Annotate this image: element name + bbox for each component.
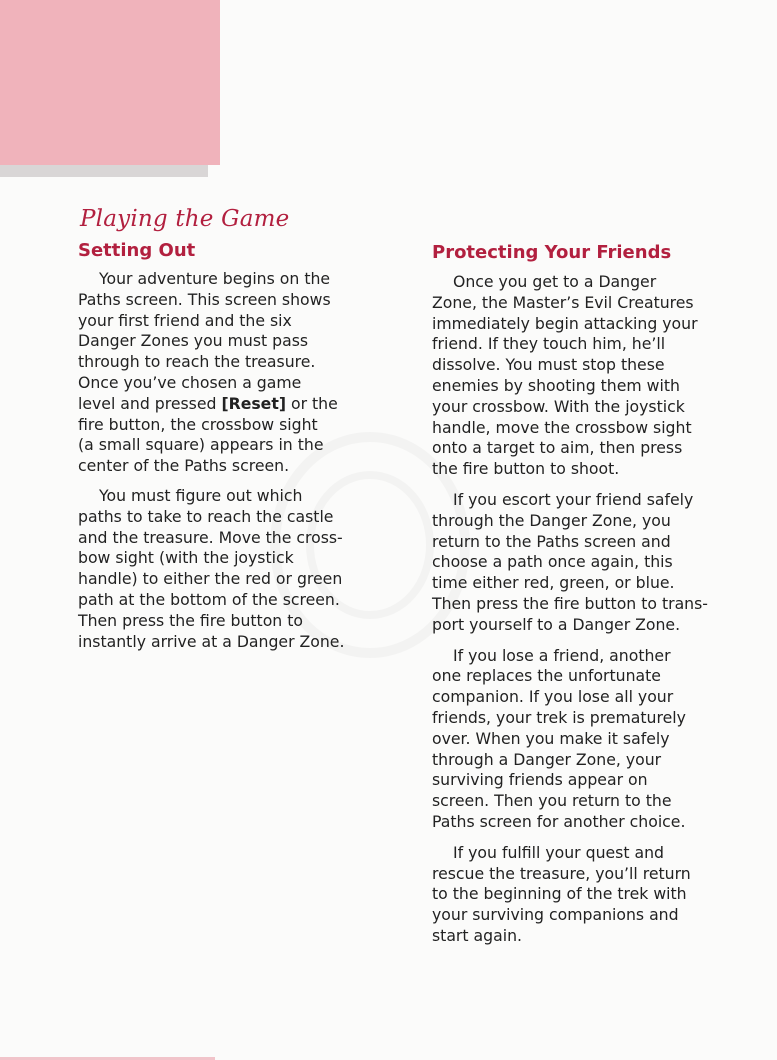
text-line: screen. Then you return to the <box>432 791 672 811</box>
paragraph-danger-zone <box>432 272 732 480</box>
reset-key-label: [Reset] <box>221 393 286 413</box>
paragraph-escort-friend <box>432 490 732 636</box>
text-line-reset <box>78 394 378 415</box>
heading-setting-out: Setting Out <box>78 240 196 261</box>
text-line: immediately begin attacking your <box>432 313 698 333</box>
text-line: handle, move the crossbow sight <box>432 417 692 437</box>
text-line: You must figure out which <box>99 485 303 505</box>
text-fragment: or the <box>286 393 338 413</box>
text-line: If you escort your friend safely <box>453 489 694 509</box>
text-line: time either red, green, or blue. <box>432 573 675 593</box>
left-column <box>78 240 378 652</box>
text-line: bow sight (with the joystick <box>78 548 294 568</box>
text-line: the fire button to shoot. <box>432 459 620 479</box>
paragraph-lose-friend <box>432 646 732 833</box>
heading-protecting-friends: Protecting Your Friends <box>432 242 672 263</box>
text-line: dissolve. You must stop these <box>432 355 665 375</box>
text-line: fire button, the crossbow sight <box>78 414 318 434</box>
text-line: path at the bottom of the screen. <box>78 589 340 609</box>
text-line: companion. If you lose all your <box>432 687 674 707</box>
right-column <box>432 242 732 947</box>
text-line: Paths screen. This screen shows <box>78 289 331 309</box>
text-line: enemies by shooting them with <box>432 375 680 395</box>
text-line: (a small square) appears in the <box>78 435 324 455</box>
text-line: instantly arrive at a Danger Zone. <box>78 631 345 651</box>
text-line: over. When you make it safely <box>432 728 670 748</box>
pink-corner-tab <box>0 0 220 165</box>
text-line: one replaces the unfortunate <box>432 666 661 686</box>
text-fragment: level and pressed <box>78 393 222 413</box>
paragraph-figure-out-paths <box>78 486 378 652</box>
text-line: your crossbow. With the joystick <box>432 396 685 416</box>
text-line: rescue the treasure, you’ll return <box>432 863 691 883</box>
text-line: paths to take to reach the castle <box>78 506 334 526</box>
text-line: Once you’ve chosen a game <box>78 372 302 392</box>
text-line: center of the Paths screen. <box>78 456 290 476</box>
paragraph-adventure-begins <box>78 269 378 477</box>
text-line: your first friend and the six <box>78 310 292 330</box>
text-line: port yourself to a Danger Zone. <box>432 614 681 634</box>
section-title: Playing the Game <box>80 206 290 232</box>
text-line: your surviving companions and <box>432 905 679 925</box>
paragraph-fulfill-quest <box>432 843 732 947</box>
text-line: Once you get to a Danger <box>453 272 657 291</box>
text-line: surviving friends appear on <box>432 770 648 790</box>
text-line: onto a target to aim, then press <box>432 438 683 458</box>
text-line: Your adventure begins on the <box>99 269 331 288</box>
text-line: Paths screen for another choice. <box>432 811 686 831</box>
text-line: return to the Paths screen and <box>432 531 671 551</box>
text-line: through the Danger Zone, you <box>432 510 671 530</box>
text-line: friends, your trek is prematurely <box>432 707 686 727</box>
text-line: Then press the fire button to trans- <box>432 593 708 613</box>
text-line: through a Danger Zone, your <box>432 749 662 769</box>
text-line: friend. If they touch him, he’ll <box>432 334 666 354</box>
text-line: If you lose a friend, another <box>453 645 671 665</box>
text-line: handle) to either the red or green <box>78 569 343 589</box>
text-line: to the beginning of the trek with <box>432 884 687 904</box>
text-line: and the treasure. Move the cross- <box>78 527 343 547</box>
text-line: Then press the fire button to <box>78 610 303 630</box>
text-line: start again. <box>432 925 522 945</box>
text-line: Danger Zones you must pass <box>78 331 309 351</box>
text-line: through to reach the treasure. <box>78 352 316 372</box>
text-line: If you fulfill your quest and <box>453 842 664 862</box>
text-line: choose a path once again, this <box>432 552 673 572</box>
text-line: Zone, the Master’s Evil Creatures <box>432 292 694 312</box>
tab-shadow <box>0 165 208 177</box>
